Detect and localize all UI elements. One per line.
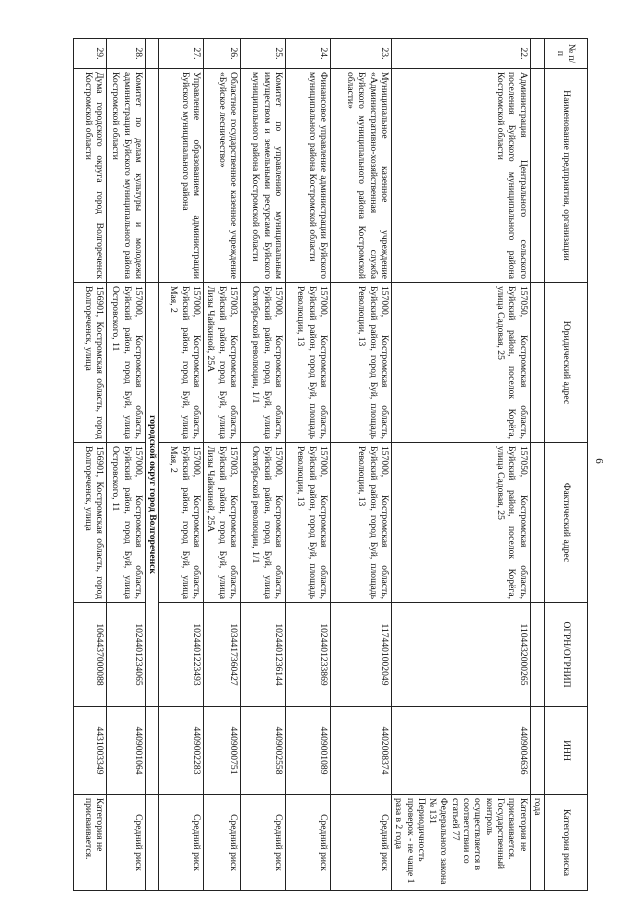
cell-name: Дума городского округа город Волгореченск Костромской области [74, 69, 107, 283]
cell-inn: 4409002283 [159, 707, 204, 795]
cell-ogrn [530, 603, 544, 707]
cell-num: 25. [240, 39, 285, 69]
header-num: № п/п [545, 39, 588, 69]
cell-risk: Средний риск [107, 795, 146, 891]
header-name: Наименование предприятия, организации [545, 69, 588, 283]
cell-actual-address: 157003, Костромская область, Буйский район, город Буй, улица Лизы Чайкиной, 25А [204, 443, 241, 603]
header-actual-address: Фактический адрес [545, 443, 588, 603]
table-row [159, 39, 204, 891]
table-row [285, 39, 330, 891]
cell-name [530, 69, 544, 283]
cell-ogrn: 1024401234065 [107, 603, 146, 707]
cell-actual-address: 157000, Костромская область, Буйский район, город Буй, площадь Революции, 13 [285, 443, 330, 603]
cell-inn: 4409004636 [391, 707, 530, 795]
cell-num: 29. [74, 39, 107, 69]
cell-actual-address: 156901, Костромская область, город Волгореченск, улица [74, 443, 107, 603]
cell-risk: Средний риск [159, 795, 204, 891]
cell-inn: 4409000751 [204, 707, 241, 795]
section-spacer [146, 707, 159, 795]
cell-ogrn: 1024401223493 [159, 603, 204, 707]
table-row [391, 39, 530, 891]
header-row [545, 39, 588, 891]
cell-ogrn: 1024401236144 [240, 603, 285, 707]
cell-legal-address: 156901, Костромская область, город Волгореченск, улица [74, 283, 107, 443]
cell-ogrn: 1174401002049 [330, 603, 391, 707]
header-legal-address: Юридический адрес [545, 283, 588, 443]
section-title: городской округ город Волгореченск [146, 283, 159, 707]
header-risk: Категория риска [545, 795, 588, 891]
cell-num: 23. [330, 39, 391, 69]
cell-legal-address: 157000, Костромская область, Буйский район, город Буй, улица Мая, 2 [159, 283, 204, 443]
cell-name: Муниципальное казенное учреждение «Административно-хозяйственная служба Буйского муниципального района Костромской области» [330, 69, 391, 283]
cell-inn: 4431003349 [74, 707, 107, 795]
table-row [107, 39, 146, 891]
table-row [240, 39, 285, 891]
cell-name: Финансовое управление администрации Буйского муниципального района Костромской области [285, 69, 330, 283]
cell-ogrn: 1104432000265 [391, 603, 530, 707]
cell-num [530, 39, 544, 69]
cell-inn [530, 707, 544, 795]
cell-legal-address: 157003, Костромская область, Буйский район, город Буй, улица Лизы Чайкиной, 25А [204, 283, 241, 443]
page-number: 6 [592, 458, 605, 464]
cell-num: 24. [285, 39, 330, 69]
cell-ogrn: 1064437000088 [74, 603, 107, 707]
cell-num: 28. [107, 39, 146, 69]
cell-risk: Средний риск [330, 795, 391, 891]
table-row [330, 39, 391, 891]
table-row [530, 39, 544, 891]
table-row [74, 39, 107, 891]
cell-name: Комитет по делам культуры и молодежи администрации Буйского муниципального района Костромской области [107, 69, 146, 283]
cell-name: Управление образованием администрации Буйского муниципального района [159, 69, 204, 283]
cell-name: Администрация Центрального сельского поселения Буйского муниципального района Костромской области [391, 69, 530, 283]
header-inn: ИНН [545, 707, 588, 795]
cell-name: Областное государственное казенное учреждение «Буйское лесничество» [204, 69, 241, 283]
cell-inn: 4409001064 [107, 707, 146, 795]
section-row [146, 39, 159, 891]
cell-inn: 4409001089 [285, 707, 330, 795]
rotated-table-container [43, 38, 588, 890]
cell-ogrn: 1024401233869 [285, 603, 330, 707]
cell-legal-address [530, 283, 544, 443]
cell-legal-address: 157000, Костромская область, Буйский район, город Буй, улица Октябрьской революции, 1/1 [240, 283, 285, 443]
cell-actual-address: 157000, Костромская область, Буйский район, город Буй, площадь Революции, 13 [330, 443, 391, 603]
cell-actual-address: 157000, Костромская область, Буйский район, город Буй, улица Островского, 11 [107, 443, 146, 603]
header-ogrn: ОГРН/ОГРНИП [545, 603, 588, 707]
cell-legal-address: 157000, Костромская область, Буйский район, город Буй, улица Островского, 11 [107, 283, 146, 443]
cell-num: 27. [159, 39, 204, 69]
cell-actual-address: 157050, Костромская область, Буйский район, поселок Корёга, улица Садовая, 25 [391, 443, 530, 603]
cell-risk: Средний риск [240, 795, 285, 891]
cell-legal-address: 157000, Костромская область, Буйский район, город Буй, площадь Революции, 13 [330, 283, 391, 443]
cell-risk: Категория не присваивается. Государственный контроль осуществляется в соответствии со статьей 77 Федерального закона № 131 Периодичность проверок - не чаще 1 раза в 2 года [391, 795, 530, 891]
section-spacer [146, 69, 159, 283]
cell-risk: Категория не присваивается. [74, 795, 107, 891]
section-spacer [146, 39, 159, 69]
cell-actual-address: 157000, Костромская область, Буйский район, город Буй, улица Октябрьской революции, 1/1 [240, 443, 285, 603]
cell-risk: Средний риск [285, 795, 330, 891]
cell-num: 22. [391, 39, 530, 69]
section-spacer [146, 795, 159, 891]
cell-legal-address: 157000, Костромская область, Буйский район, город Буй, площадь Революции, 13 [285, 283, 330, 443]
cell-ogrn: 1034417360427 [204, 603, 241, 707]
cell-risk: года [530, 795, 544, 891]
cell-inn: 4402008374 [330, 707, 391, 795]
cell-num: 26. [204, 39, 241, 69]
cell-legal-address: 157050, Костромская область, Буйский район, поселок Корёга, улица Садовая, 25 [391, 283, 530, 443]
table-row [204, 39, 241, 891]
cell-risk: Средний риск [204, 795, 241, 891]
cell-actual-address: 157000, Костромская область, Буйский район, город Буй, улица Мая, 2 [159, 443, 204, 603]
cell-name: Комитет по управлению муниципальным имуществом и земельными ресурсами Буйского муниципального района Костромской области [240, 69, 285, 283]
cell-inn: 4409002558 [240, 707, 285, 795]
organizations-table [73, 38, 588, 891]
cell-actual-address [530, 443, 544, 603]
